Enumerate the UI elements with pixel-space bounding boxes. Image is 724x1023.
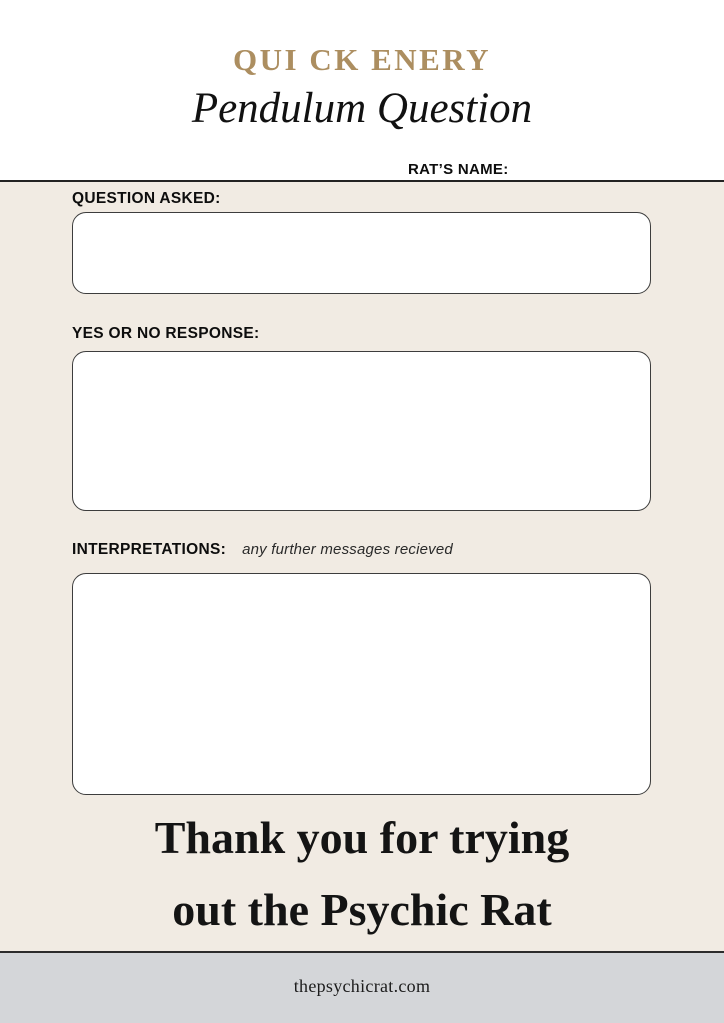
worksheet-panel [0,180,724,951]
page-title: Pendulum Question [191,85,533,132]
thank-you-line2: out the Psychic Rat [172,884,552,935]
website-url: thepsychicrat.com [293,976,431,996]
interpretations-label: INTERPRETATIONS: [72,541,227,558]
rats-name-field[interactable] [509,156,619,174]
rats-name-label: RAT’S NAME: [408,161,509,178]
question-asked-label: QUESTION ASKED: [72,190,221,207]
thank-you-line1: Thank you for trying [154,812,570,863]
interpretations-label-row [72,541,453,559]
footer-bar [0,951,724,1023]
interpretations-note: any further messages recieved [242,541,453,558]
yes-no-response-field[interactable] [72,351,651,511]
rats-name-row [408,156,619,178]
yes-no-response-label: YES OR NO RESPONSE: [72,325,260,342]
question-asked-field[interactable] [72,212,651,294]
thank-you-message [0,802,724,946]
brand-title: QUI CK ENERY [233,42,491,77]
interpretations-field[interactable] [72,573,651,795]
